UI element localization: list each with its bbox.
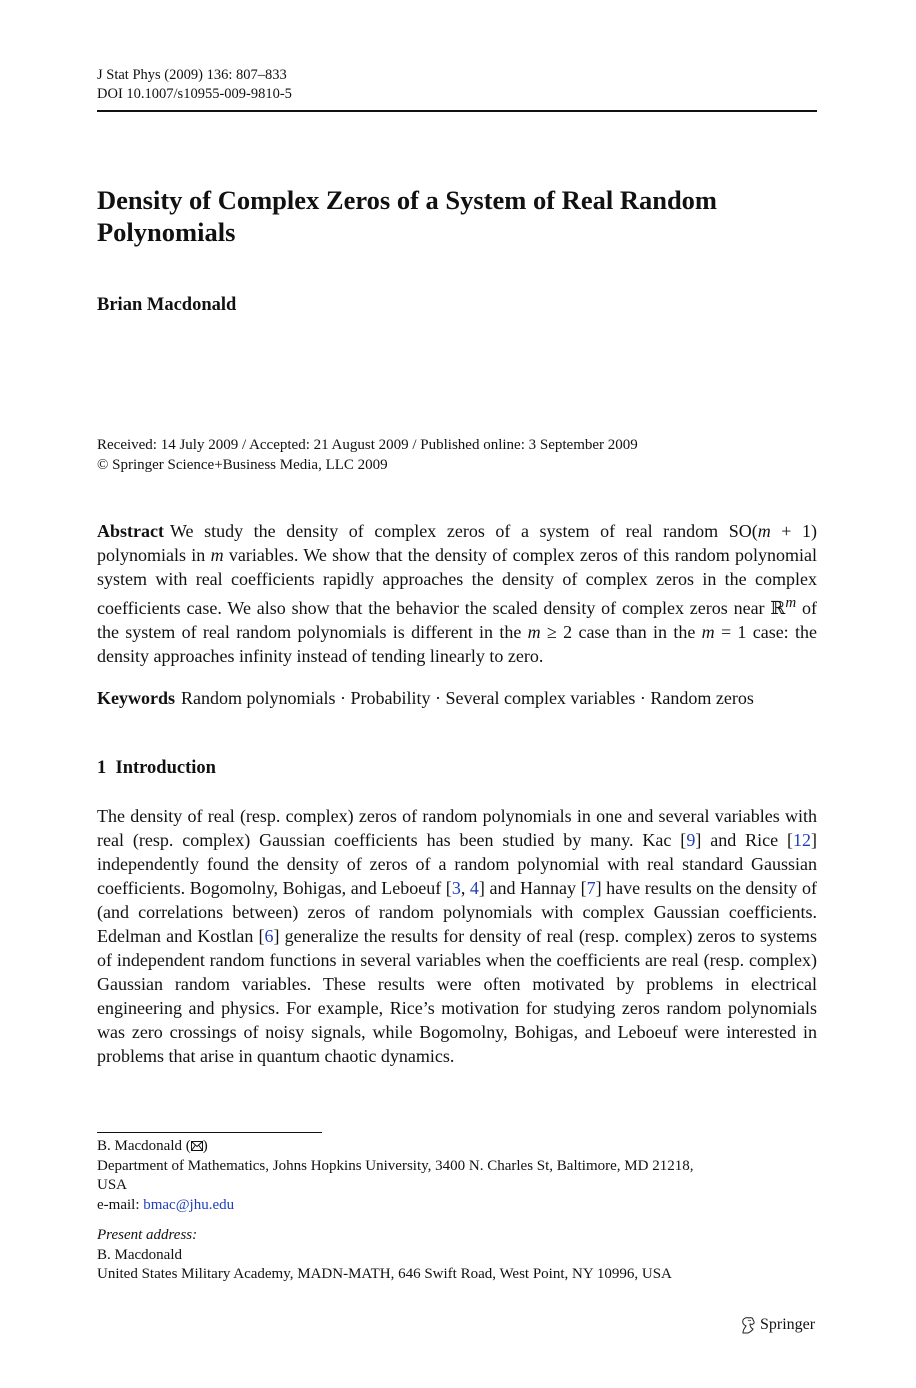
intro-text: ] and Hannay [ — [478, 878, 587, 898]
math-var: m — [527, 622, 541, 642]
affiliation-line-1: Department of Mathematics, Johns Hopkins University, 3400 N. Charles St, Baltimore, MD 21218, — [97, 1157, 694, 1174]
author-name: Brian Macdonald — [97, 295, 237, 315]
footnote-rule — [97, 1132, 322, 1133]
keywords-label: Keywords — [97, 688, 175, 708]
publication-dates — [97, 436, 638, 475]
present-address-line: United States Military Academy, MADN-MATH, 646 Swift Road, West Point, NY 10996, USA — [97, 1266, 672, 1282]
citation-link[interactable]: 9 — [686, 830, 696, 850]
intro-text: ] generalize the results for density of real (resp. complex) zeros to systems of independent random functions in several variables when the coefficients are real (resp. complex) Gaussian random variables. These results were often motivated by problems in electrical engineering and physics. For example, Rice’s motivation for studying zeros random polynomials was zero crossings of noisy signals, while Bogomolny, Bohigas, and Leboeuf were interested in problems that arise in quantum chaotic dynamics. — [97, 926, 817, 1066]
section-heading — [97, 758, 216, 779]
footnote-author-close: ) — [202, 1138, 208, 1154]
abstract — [97, 519, 817, 668]
journal-header — [97, 66, 292, 104]
intro-paragraph — [97, 804, 817, 1068]
abstract-text: = 1 case: the density approaches infinity instead of tending linearly to zero. — [97, 622, 817, 666]
affiliation-line-2: USA — [97, 1177, 128, 1193]
intro-text: , — [460, 878, 470, 898]
abstract-text: variables. We show that the density of complex zeros of this random polynomial system with real coefficients rapidly approaches the density of complex zeros in the complex coefficients case. We also show that the behavior the scaled density of complex zeros near ℝ — [97, 545, 818, 618]
journal-doi: DOI 10.1007/s10955-009-9810-5 — [97, 86, 292, 102]
citation-link[interactable]: 3 — [451, 878, 461, 898]
keywords — [97, 686, 827, 710]
footnote-author: B. Macdonald ( — [97, 1138, 191, 1154]
springer-horse-icon — [739, 1316, 756, 1334]
email-line — [97, 1196, 817, 1216]
email-link[interactable]: bmac@jhu.edu — [143, 1196, 235, 1213]
email-label: e-mail: — [97, 1196, 144, 1213]
intro-text: ] and Rice [ — [695, 830, 794, 850]
publisher-logo — [739, 1316, 815, 1334]
envelope-icon — [191, 1141, 203, 1151]
keywords-list: Random polynomials · Probability · Several complex variables · Random zeros — [181, 688, 754, 708]
intro-text: ] independently found the density of zeros of a random polynomial with real standard Gaussian coefficients. Bogomolny, Bohigas, and Leboeuf [ — [97, 830, 818, 898]
math-var: m — [210, 545, 224, 565]
intro-text: ] have results on the density of (and correlations between) zeros of random polynomials with complex Gaussian coefficients. Edelman and Kostlan [ — [97, 878, 817, 946]
history-dates: Received: 14 July 2009 / Accepted: 21 August 2009 / Published online: 3 September 2009 — [97, 437, 638, 453]
abstract-text: ≥ 2 case than in the — [540, 622, 702, 642]
footnote-author-line — [97, 1137, 817, 1157]
intro-text: The density of real (resp. complex) zeros of random polynomials in one and several variables with real (resp. complex) Gaussian coefficients has been studied by many. Kac [ — [97, 806, 817, 850]
present-address-label-text: Present address: — [97, 1227, 198, 1243]
abstract-text: + 1) polynomials in — [97, 521, 817, 565]
citation-link[interactable]: 6 — [264, 926, 274, 946]
citation-link[interactable]: 4 — [469, 878, 479, 898]
present-address-name: B. Macdonald — [97, 1246, 182, 1263]
abstract-text: We study the density of complex zeros of a system of real random SO( — [169, 521, 758, 541]
citation-link[interactable]: 7 — [586, 878, 596, 898]
citation-link[interactable]: 12 — [793, 830, 812, 850]
section-title: Introduction — [115, 758, 216, 778]
math-superscript: m — [785, 595, 797, 611]
journal-citation: J Stat Phys (2009) 136: 807–833 — [97, 67, 287, 83]
copyright-line: © Springer Science+Business Media, LLC 2009 — [97, 456, 388, 473]
math-var: m — [757, 521, 771, 541]
paper-title: Density of Complex Zeros of a System of Real Random Polynomials — [97, 185, 718, 247]
author-footnote — [97, 1137, 817, 1285]
publisher-name: Springer — [760, 1316, 816, 1333]
present-address-label — [97, 1226, 817, 1246]
math-var: m — [701, 622, 715, 642]
section-number: 1 — [97, 758, 107, 778]
abstract-label: Abstract — [97, 521, 164, 541]
abstract-text: of the system of real random polynomials is different in the — [97, 598, 817, 642]
header-rule — [97, 110, 817, 112]
